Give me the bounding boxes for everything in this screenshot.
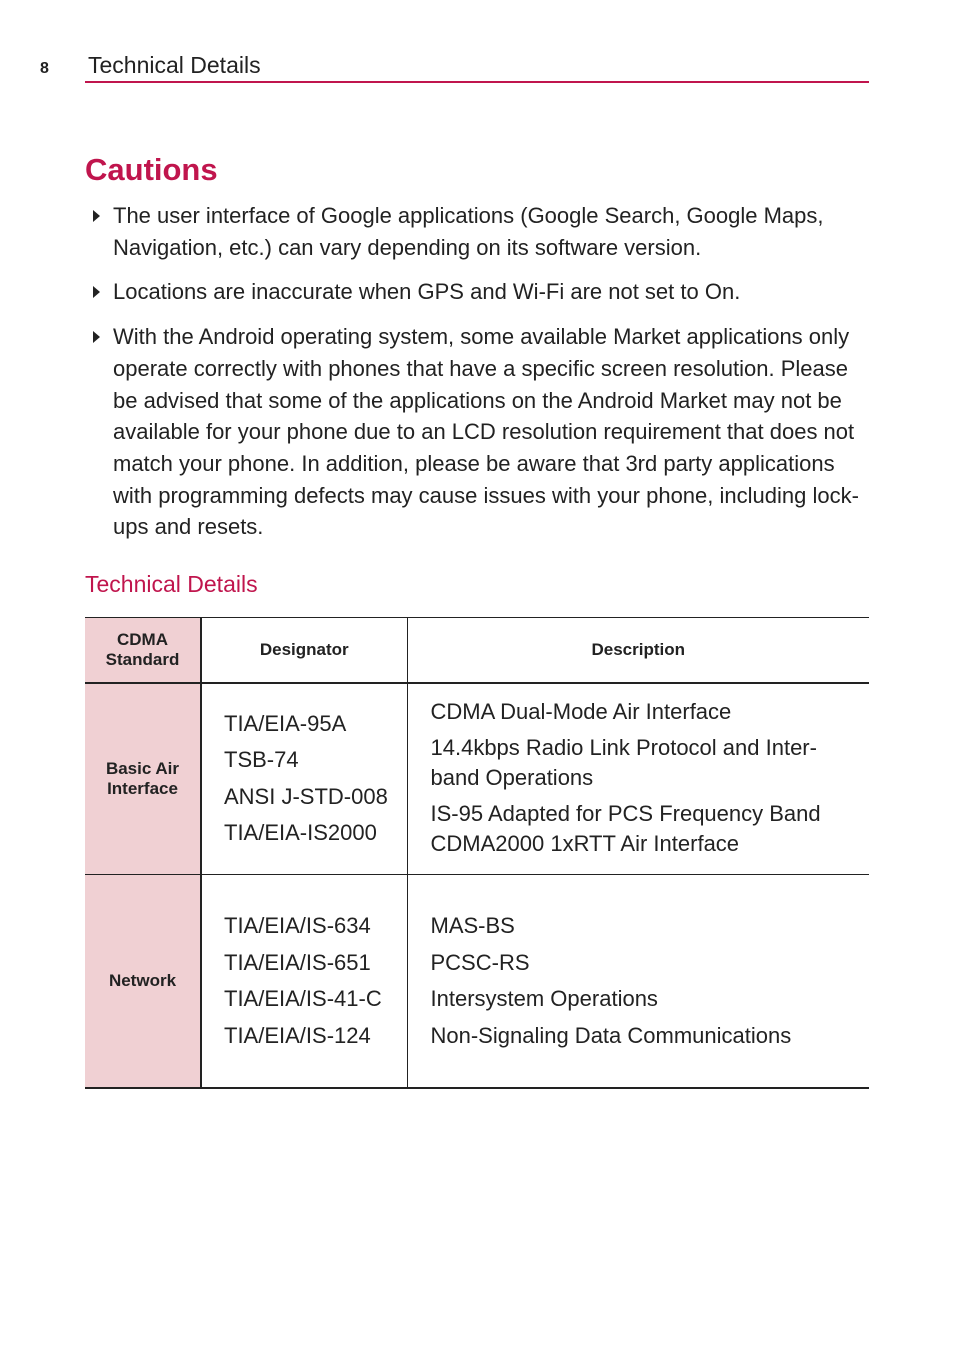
row-label-text: Network (108, 970, 177, 990)
designator: TIA/EIA-95A (224, 710, 347, 736)
description: CDMA2000 1xRTT Air Interface (430, 830, 740, 856)
running-header: Technical Details (88, 52, 261, 78)
cautions-list (85, 200, 875, 556)
caution-text: Locations are inaccurate when GPS and Wi-Fi are not set to On. (113, 279, 741, 305)
row-label-basic-air-interface (85, 683, 201, 875)
caution-item (85, 200, 875, 263)
designator-cell (201, 683, 407, 875)
header-designator: Designator (201, 618, 407, 683)
designator: TSB-74 (224, 747, 299, 772)
designator: TIA/EIA/IS-634 (224, 913, 371, 938)
description: PCSC-RS (430, 949, 530, 975)
designator: TIA/EIA/IS-41-C (224, 986, 382, 1011)
caution-item (85, 276, 875, 308)
caution-item (85, 321, 875, 543)
description: CDMA Dual-Mode Air Interface (430, 698, 732, 724)
cautions-title: Cautions (85, 152, 218, 187)
table-row (85, 683, 869, 875)
page-number: 8 (40, 60, 49, 77)
designator-cell (201, 875, 407, 1088)
designator: TIA/EIA-IS2000 (224, 820, 377, 845)
description: 14.4kbps Radio Link Protocol and Inter-band Operations (430, 734, 817, 790)
table-header-row (85, 618, 869, 683)
description: Intersystem Operations (430, 986, 658, 1011)
bullet-arrow-icon (93, 286, 100, 298)
designator: TIA/EIA/IS-651 (224, 949, 371, 975)
description: Non-Signaling Data Communications (430, 1022, 792, 1048)
table-row (85, 875, 869, 1088)
caution-text: With the Android operating system, some available Market applications only operate correctly with phones that have a specific screen resolution. Please be advised that some of the applications on the Android Market may not be available for your phone due to an LCD resolution requirement that does not match your phone. In addition, please be aware that 3rd party applications with programming defects may cause issues with your phone, including lock-ups and resets. (113, 324, 859, 540)
header-cdma-standard (85, 618, 201, 683)
row-label-text: Basic Air Interface (105, 758, 180, 798)
header-description: Description (407, 618, 869, 683)
description: MAS-BS (430, 913, 515, 938)
description-cell (407, 683, 869, 875)
technical-details-title: Technical Details (85, 571, 258, 597)
header-cdma-standard-label: CDMA Standard (105, 629, 180, 669)
technical-details-table (85, 617, 869, 1089)
designator: TIA/EIA/IS-124 (224, 1022, 371, 1048)
designator: ANSI J-STD-008 (224, 783, 388, 809)
description-cell (407, 875, 869, 1088)
bullet-arrow-icon (93, 331, 100, 343)
row-label-network (85, 875, 201, 1088)
bullet-arrow-icon (93, 210, 100, 222)
caution-text: The user interface of Google applications (Google Search, Google Maps, Navigation, etc.) can vary depending on its software version. (113, 203, 824, 260)
description: IS-95 Adapted for PCS Frequency Band (430, 800, 821, 826)
header-rule (85, 81, 869, 83)
